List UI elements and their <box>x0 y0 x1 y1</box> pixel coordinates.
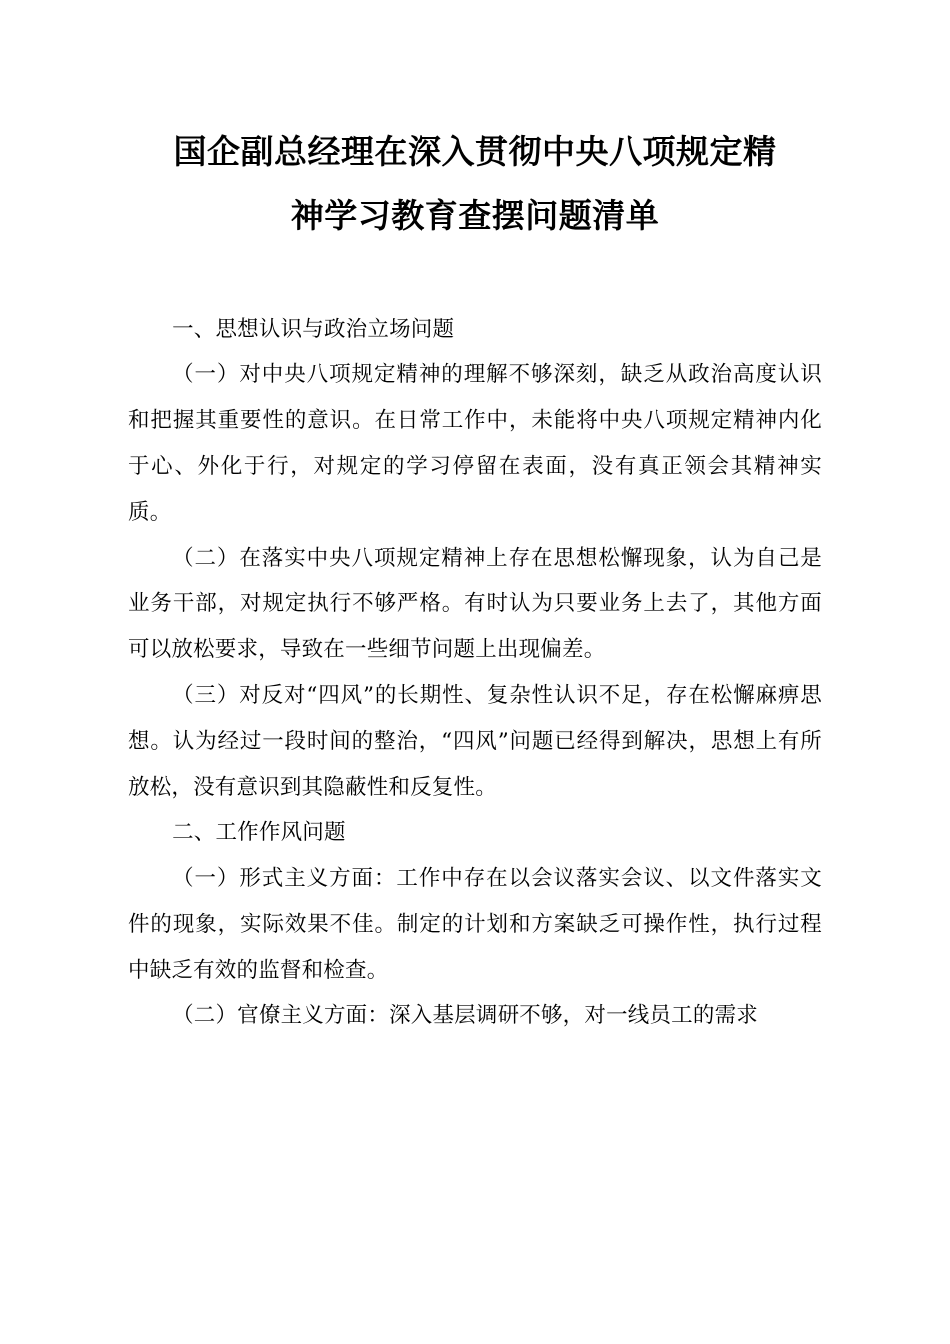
page-title <box>128 120 822 249</box>
page-title-line-1: 国企副总经理在深入贯彻中央八项规定精 <box>173 132 777 171</box>
section-1-paragraph-3: （三）对反对“四风”的长期性、复杂性认识不足，存在松懈麻痹思想。认为经过一段时间的整治，“四风”问题已经得到解决，思想上有所放松，没有意识到其隐蔽性和反复性。 <box>128 682 822 800</box>
page-title-line-2: 神学习教育查摆问题清单 <box>290 196 660 236</box>
section-2-paragraph-2: （二）官僚主义方面：深入基层调研不够，对一线员工的需求 <box>172 1003 758 1029</box>
section-2-paragraph-1: （一）形式主义方面：工作中存在以会议落实会议、以文件落实文件的现象，实际效果不佳。制定的计划和方案缺乏可操作性，执行过程中缺乏有效的监督和检查。 <box>128 866 822 983</box>
section-heading-2: 二、工作作风问题 <box>172 820 346 846</box>
section-1-paragraph-1: （一）对中央八项规定精神的理解不够深刻，缺乏从政治高度认识和把握其重要性的意识。在日常工作中，未能将中央八项规定精神内化于心、外化于行，对规定的学习停留在表面，没有真正领会其精神实质。 <box>128 362 822 525</box>
section-heading-1: 一、思想认识与政治立场问题 <box>172 316 455 342</box>
section-1-paragraph-2: （二）在落实中央八项规定精神上存在思想松懈现象，认为自己是业务干部，对规定执行不够严格。有时认为只要业务上去了，其他方面可以放松要求，导致在一些细节问题上出现偏差。 <box>128 545 822 663</box>
document-body <box>128 307 822 1040</box>
